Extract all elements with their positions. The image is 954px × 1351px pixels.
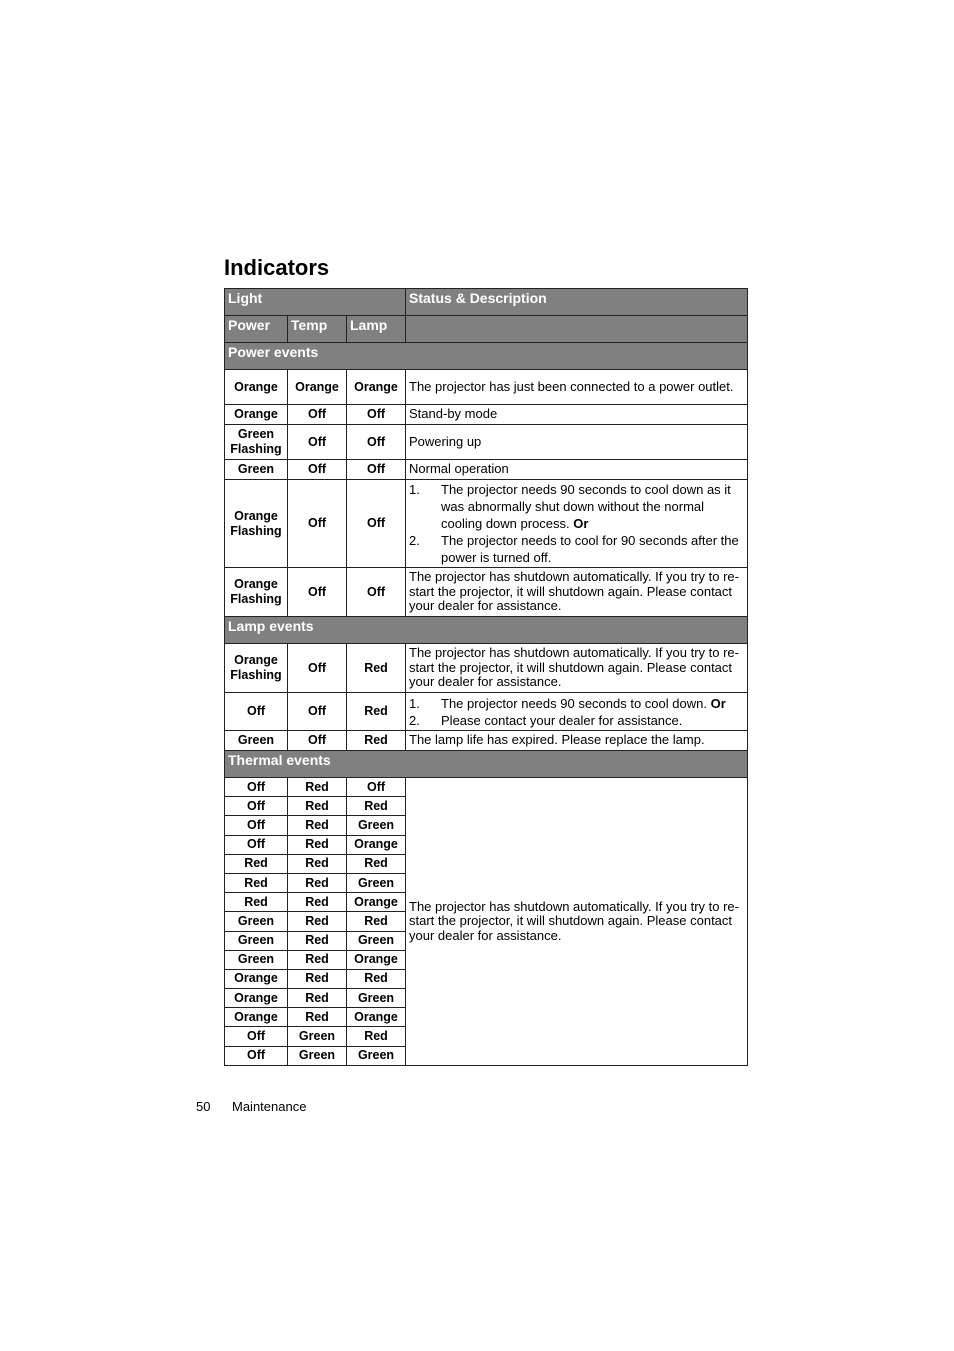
description-cell: Normal operation	[406, 460, 748, 480]
description-list-item	[409, 532, 744, 566]
page-number: 50	[196, 1099, 211, 1114]
lamp-cell: Off	[347, 480, 406, 568]
power-cell: Off	[225, 693, 288, 731]
list-number: 2.	[409, 533, 420, 548]
temp-cell: Off	[288, 405, 347, 425]
section-thermal-events-label: Thermal events	[225, 751, 748, 778]
power-cell: Green	[225, 950, 288, 969]
lamp-cell: Green	[347, 1046, 406, 1065]
temp-cell: Red	[288, 873, 347, 892]
lamp-cell: Off	[347, 568, 406, 617]
temp-cell: Red	[288, 778, 347, 797]
power-cell: Off	[225, 797, 288, 816]
lamp-cell: Off	[347, 405, 406, 425]
description-list-item	[409, 695, 744, 712]
lamp-cell: Off	[347, 778, 406, 797]
table-row	[225, 460, 748, 480]
power-cell: Orange	[225, 969, 288, 988]
section-lamp-events-label: Lamp events	[225, 617, 748, 644]
lamp-cell: Red	[347, 912, 406, 931]
page-title: Indicators	[224, 255, 330, 280]
power-cell: Green	[225, 731, 288, 751]
lamp-cell: Red	[347, 1027, 406, 1046]
temp-cell: Red	[288, 797, 347, 816]
temp-cell: Off	[288, 644, 347, 693]
list-text	[441, 695, 744, 712]
lamp-cell: Green	[347, 816, 406, 835]
temp-cell: Green	[288, 1027, 347, 1046]
table-row	[225, 568, 748, 617]
description-cell: Powering up	[406, 425, 748, 460]
list-text	[441, 481, 744, 532]
description-cell	[406, 480, 748, 568]
temp-cell: Off	[288, 568, 347, 617]
power-cell: Off	[225, 1027, 288, 1046]
temp-cell: Off	[288, 731, 347, 751]
lamp-cell: Red	[347, 969, 406, 988]
list-or: Or	[710, 695, 726, 711]
temp-cell: Orange	[288, 370, 347, 405]
list-text-body: Please contact your dealer for assistance.	[441, 712, 683, 728]
table-row	[225, 644, 748, 693]
description-cell: The lamp life has expired. Please replace the lamp.	[406, 731, 748, 751]
power-cell: Orange	[225, 989, 288, 1008]
temp-cell: Red	[288, 835, 347, 854]
power-cell: Orange	[225, 405, 288, 425]
list-or: Or	[573, 516, 589, 531]
temp-cell: Red	[288, 893, 347, 912]
section-power-events	[225, 343, 748, 370]
lamp-cell: Orange	[347, 835, 406, 854]
table-row	[225, 405, 748, 425]
table-row	[225, 731, 748, 751]
temp-cell: Off	[288, 480, 347, 568]
section-thermal-events	[225, 751, 748, 778]
lamp-cell: Red	[347, 797, 406, 816]
list-text	[441, 532, 744, 566]
lamp-cell: Green	[347, 873, 406, 892]
power-cell: Orange	[225, 370, 288, 405]
power-cell: Green	[225, 460, 288, 480]
description-list-item	[409, 712, 744, 729]
table-row	[225, 425, 748, 460]
lamp-cell: Off	[347, 460, 406, 480]
temp-cell: Red	[288, 950, 347, 969]
header-light: Light	[225, 289, 406, 316]
temp-cell: Red	[288, 989, 347, 1008]
header-lamp: Lamp	[347, 316, 406, 343]
temp-cell: Red	[288, 912, 347, 931]
temp-cell: Off	[288, 693, 347, 731]
power-cell: Orange	[225, 1008, 288, 1027]
header-row-2	[225, 316, 748, 343]
page-footer	[196, 1099, 306, 1115]
lamp-cell: Orange	[347, 1008, 406, 1027]
table-row	[225, 778, 748, 797]
table-row	[225, 480, 748, 568]
power-cell: Orange Flashing	[225, 568, 288, 617]
list-number: 1.	[409, 695, 420, 711]
list-text-body: The projector needs to cool for 90 seconds after the power is turned off.	[441, 533, 739, 565]
description-cell: The projector has just been connected to a power outlet.	[406, 370, 748, 405]
table-row	[225, 370, 748, 405]
power-cell: Green	[225, 912, 288, 931]
list-text-body: The projector needs 90 seconds to cool down.	[441, 695, 707, 711]
header-temp: Temp	[288, 316, 347, 343]
power-cell: Green Flashing	[225, 425, 288, 460]
header-row-1	[225, 289, 748, 316]
lamp-cell: Red	[347, 854, 406, 873]
list-number: 2.	[409, 712, 420, 728]
lamp-cell: Orange	[347, 950, 406, 969]
lamp-cell: Orange	[347, 370, 406, 405]
power-cell: Green	[225, 931, 288, 950]
temp-cell: Red	[288, 816, 347, 835]
indicators-table	[224, 288, 748, 1066]
description-cell	[406, 693, 748, 731]
description-cell: Stand-by mode	[406, 405, 748, 425]
lamp-cell: Red	[347, 731, 406, 751]
power-cell: Orange Flashing	[225, 644, 288, 693]
list-text	[441, 712, 744, 729]
section-power-events-label: Power events	[225, 343, 748, 370]
power-cell: Off	[225, 1046, 288, 1065]
header-empty	[406, 316, 748, 343]
lamp-cell: Red	[347, 693, 406, 731]
header-status-description: Status & Description	[406, 289, 748, 316]
temp-cell: Green	[288, 1046, 347, 1065]
power-cell: Orange Flashing	[225, 480, 288, 568]
header-power: Power	[225, 316, 288, 343]
power-cell: Off	[225, 835, 288, 854]
lamp-cell: Off	[347, 425, 406, 460]
lamp-cell: Green	[347, 989, 406, 1008]
power-cell: Off	[225, 778, 288, 797]
power-cell: Off	[225, 816, 288, 835]
list-text-body: The projector needs 90 seconds to cool down as it was abnormally shut down without the normal cooling down process.	[441, 482, 731, 531]
table-row	[225, 693, 748, 731]
description-cell: The projector has shutdown automatically. If you try to re-start the projector, it will shutdown again. Please contact your dealer for assistance.	[406, 644, 748, 693]
temp-cell: Red	[288, 931, 347, 950]
temp-cell: Red	[288, 854, 347, 873]
lamp-cell: Red	[347, 644, 406, 693]
section-lamp-events	[225, 617, 748, 644]
description-list-item	[409, 481, 744, 532]
power-cell: Red	[225, 854, 288, 873]
lamp-cell: Orange	[347, 893, 406, 912]
footer-section: Maintenance	[232, 1099, 307, 1114]
temp-cell: Off	[288, 425, 347, 460]
lamp-cell: Green	[347, 931, 406, 950]
temp-cell: Off	[288, 460, 347, 480]
description-cell: The projector has shutdown automatically. If you try to re-start the projector, it will shutdown again. Please contact your dealer for assistance.	[406, 568, 748, 617]
temp-cell: Red	[288, 1008, 347, 1027]
power-cell: Red	[225, 873, 288, 892]
thermal-description-cell: The projector has shutdown automatically. If you try to re-start the projector, it will shutdown again. Please contact your dealer for assistance.	[406, 778, 748, 1066]
power-cell: Red	[225, 893, 288, 912]
list-number: 1.	[409, 482, 420, 497]
temp-cell: Red	[288, 969, 347, 988]
